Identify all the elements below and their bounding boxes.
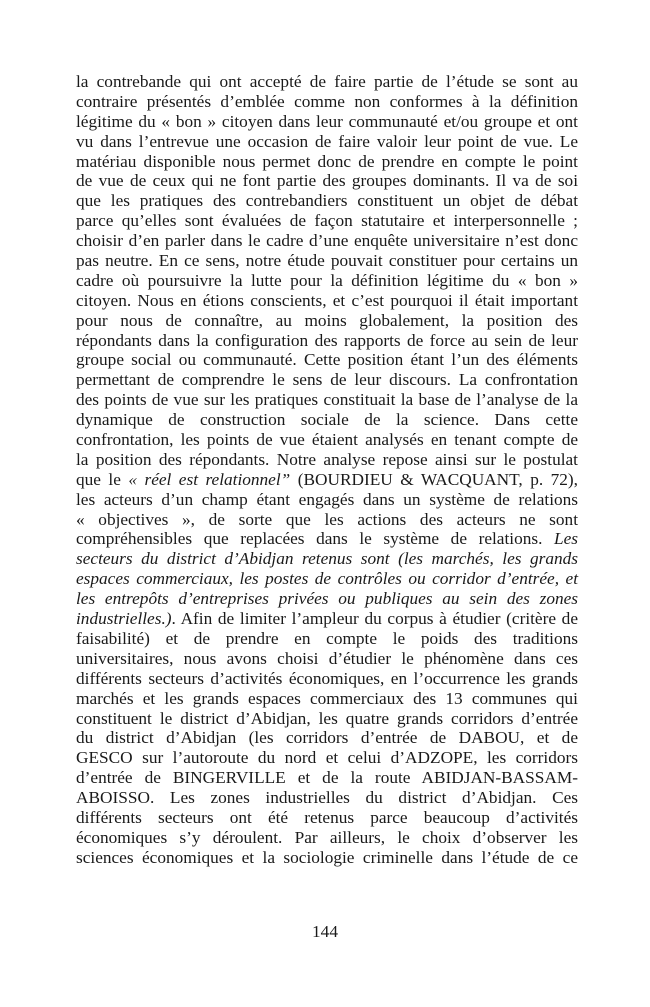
text-line	[76, 171, 578, 191]
text-line	[76, 510, 578, 530]
text-line	[76, 251, 578, 271]
text-segment: . Afin de limiter l’ampleur du corpus à étudier (critère de	[171, 609, 578, 629]
text-line	[76, 669, 578, 689]
body-text	[76, 72, 578, 868]
italic-text: Les	[553, 529, 578, 549]
text-segment: économiques s’y déroulent. Par ailleurs, le choix d’observer les	[76, 827, 578, 847]
text-segment: les acteurs d’un champ étant engagés dans un système de relations	[76, 489, 578, 509]
italic-text: industrielles.)	[76, 609, 172, 629]
italic-text: « réel est relationnel”	[128, 469, 291, 489]
text-line	[76, 291, 578, 311]
text-segment: ABOISSO. Les zones industrielles du district d’Abidjan. Ces	[76, 788, 578, 808]
text-line	[76, 728, 578, 748]
text-segment: vu dans l’entrevue une occasion de faire valoir leur point de vue. Le	[76, 131, 578, 151]
text-line	[76, 231, 578, 251]
text-segment: matériau disponible nous permet donc de prendre en compte le point	[76, 151, 578, 171]
text-segment: différents secteurs ont été retenus parce beaucoup d’activités	[76, 807, 578, 827]
text-line	[76, 370, 578, 390]
text-line	[76, 848, 578, 868]
text-segment: d’entrée de BINGERVILLE et de la route ABIDJAN-BASSAM-	[76, 768, 578, 788]
text-line	[76, 311, 578, 331]
text-line	[76, 609, 578, 629]
text-segment: parce qu’elles sont évaluées de façon statutaire et interpersonnelle ;	[76, 211, 578, 231]
text-segment: sciences économiques et la sociologie criminelle dans l’étude de ce	[76, 847, 578, 867]
text-line	[76, 470, 578, 490]
text-segment: que les pratiques des contrebandiers constituent un objet de débat	[76, 191, 578, 211]
text-line	[76, 629, 578, 649]
text-segment: de vue de ceux qui ne font partie des groupes dominants. Il va de soi	[76, 171, 578, 191]
text-segment: marchés et les grands espaces commerciaux des 13 communes qui	[76, 688, 578, 708]
text-line	[76, 529, 578, 549]
text-line	[76, 589, 578, 609]
text-line	[76, 430, 578, 450]
text-segment: (BOURDIEU & WACQUANT, p. 72),	[290, 469, 578, 489]
text-segment: pour nous de connaître, au moins globalement, la position des	[76, 310, 578, 330]
text-segment: faisabilité) et de prendre en compte le poids des traditions	[76, 628, 578, 648]
text-line	[76, 211, 578, 231]
text-segment: confrontation, les points de vue étaient analysés en tenant compte de	[76, 430, 578, 450]
text-segment: universitaires, nous avons choisi d’étudier le phénomène dans ces	[76, 648, 578, 668]
text-line	[76, 709, 578, 729]
text-segment: contraire présentés d’emblée comme non conformes à la définition	[76, 91, 578, 111]
text-line	[76, 191, 578, 211]
text-line	[76, 689, 578, 709]
text-segment: dynamique de construction sociale de la science. Dans cette	[76, 410, 578, 430]
text-line	[76, 152, 578, 172]
italic-text: espaces commerciaux, les postes de contrôles ou corridor d’entrée, et	[76, 569, 578, 589]
italic-text: secteurs du district d’Abidjan retenus sont (les marchés, les grands	[76, 549, 578, 569]
text-line	[76, 132, 578, 152]
text-segment: légitime du « bon » citoyen dans leur communauté et/ou groupe et ont	[76, 111, 578, 131]
page-number: 144	[312, 922, 338, 941]
text-line	[76, 808, 578, 828]
text-line	[76, 490, 578, 510]
text-segment: pas neutre. En ce sens, notre étude pouvait constituer pour certains un	[76, 251, 578, 271]
text-line	[76, 828, 578, 848]
text-line	[76, 410, 578, 430]
text-line	[76, 649, 578, 669]
text-line	[76, 549, 578, 569]
text-line	[76, 92, 578, 112]
italic-text: les entrepôts d’entreprises privées ou publiques au sein des zones	[76, 589, 578, 609]
text-segment: différents secteurs d’activités économiques, en l’occurrence les grands	[76, 668, 578, 688]
text-segment: répondants dans la configuration des rapports de force au sein de leur	[76, 330, 578, 350]
text-line	[76, 271, 578, 291]
text-segment: la position des répondants. Notre analyse repose ainsi sur le postulat	[76, 449, 578, 469]
text-segment: GESCO sur l’autoroute du nord et celui d’ADZOPE, les corridors	[76, 748, 578, 768]
text-line	[76, 350, 578, 370]
text-segment: « objectives », de sorte que les actions des acteurs ne sont	[76, 509, 578, 529]
text-segment: permettant de comprendre le sens de leur discours. La confrontation	[76, 370, 578, 390]
text-line	[76, 748, 578, 768]
text-line	[76, 72, 578, 92]
text-segment: choisir d’en parler dans le cadre d’une enquête universitaire n’est donc	[76, 231, 578, 251]
text-segment: cadre où poursuivre la lutte pour la définition légitime du « bon »	[76, 270, 578, 290]
text-segment: des points de vue sur les pratiques constituait la base de l’analyse de la	[76, 390, 578, 410]
text-segment: du district d’Abidjan (les corridors d’entrée de DABOU, et de	[76, 728, 578, 748]
text-segment: compréhensibles que replacées dans le système de relations.	[76, 529, 554, 549]
text-segment: constituent le district d’Abidjan, les quatre grands corridors d’entrée	[76, 708, 578, 728]
text-line	[76, 569, 578, 589]
text-line	[76, 768, 578, 788]
text-line	[76, 390, 578, 410]
text-segment: la contrebande qui ont accepté de faire partie de l’étude se sont au	[76, 72, 578, 91]
text-line	[76, 331, 578, 351]
text-segment: groupe social ou communauté. Cette position étant l’un des éléments	[76, 350, 578, 370]
text-segment: citoyen. Nous en étions conscients, et c’est pourquoi il était important	[76, 290, 578, 310]
text-line	[76, 112, 578, 132]
text-line	[76, 788, 578, 808]
text-segment: que le	[76, 469, 129, 489]
text-line	[76, 450, 578, 470]
